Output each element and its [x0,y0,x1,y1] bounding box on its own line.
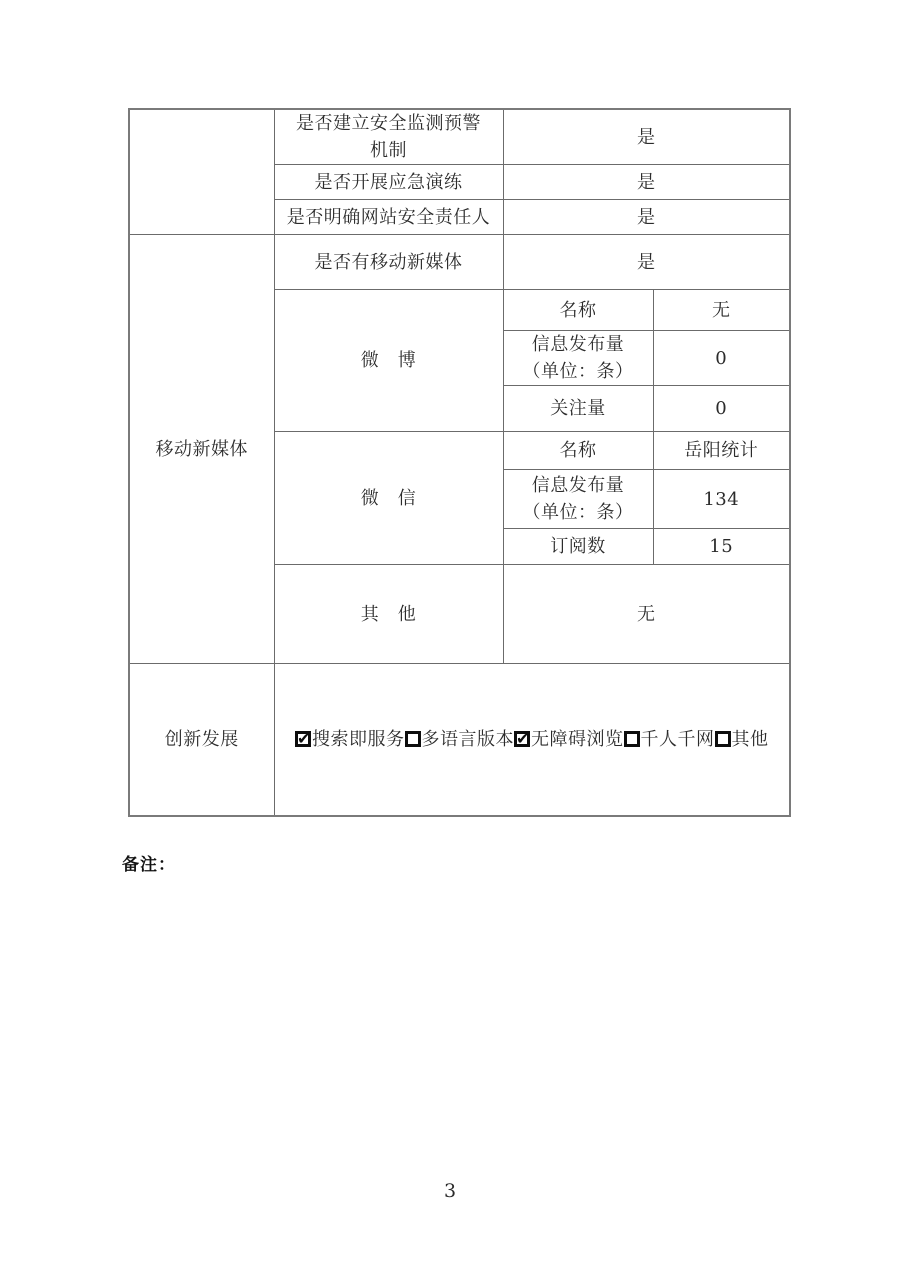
question-line-2: 机制 [370,140,407,161]
checkbox-other-icon [715,731,731,747]
cell-wechat-name-value: 岳阳统计 [653,432,790,470]
option-label: 无障碍浏览 [531,728,624,750]
cell-weibo-label: 微 博 [274,290,503,432]
cell-emergency-drill-value: 是 [503,165,790,200]
cell-security-monitoring-value: 是 [503,109,790,165]
option-label: 其他 [731,728,769,750]
option-personalized-web [624,726,715,753]
cell-has-new-media-question: 是否有移动新媒体 [274,235,503,290]
cell-wechat-subscribers-label: 订阅数 [503,529,653,565]
cell-has-new-media-value: 是 [503,235,790,290]
cell-wechat-subscribers-value: 15 [653,529,790,565]
option-label: 搜索即服务 [312,728,405,750]
cell-security-responsible-value: 是 [503,200,790,235]
checkbox-multilingual-icon [405,731,421,747]
option-accessibility [514,726,624,753]
cell-wechat-posts-value: 134 [653,470,790,529]
innovation-checkbox-line [275,726,790,753]
label-line-1: 信息发布量 [531,475,625,496]
table-row [129,664,790,816]
checkbox-personalized-web-icon [624,731,640,747]
label-line-1: 信息发布量 [531,334,625,355]
cell-weibo-followers-value: 0 [653,386,790,432]
cell-weibo-name-label: 名称 [503,290,653,331]
question-line-1: 是否建立安全监测预警 [296,113,481,134]
cell-section-header-empty [129,109,274,235]
label-line-2: （单位：条） [522,502,634,523]
cell-wechat-label: 微 信 [274,432,503,565]
table-row [129,235,790,290]
notes-label: 备注： [122,855,176,875]
cell-weibo-posts-label [503,331,653,386]
table-row [129,109,790,165]
label-line-2: （单位：条） [522,361,634,382]
cell-emergency-drill-question: 是否开展应急演练 [274,165,503,200]
cell-innovation-header: 创新发展 [129,664,274,816]
cell-innovation-options [274,664,790,816]
cell-weibo-name-value: 无 [653,290,790,331]
cell-security-monitoring-question [274,109,503,165]
page-number: 3 [443,1180,457,1202]
cell-weibo-posts-value: 0 [653,331,790,386]
cell-mobile-media-header: 移动新媒体 [129,235,274,664]
option-label: 千人千网 [640,728,715,750]
option-search-as-service [295,726,405,753]
cell-security-responsible-question: 是否明确网站安全责任人 [274,200,503,235]
cell-weibo-followers-label: 关注量 [503,386,653,432]
option-other [715,726,769,753]
cell-other-media-value: 无 [503,565,790,664]
cell-wechat-name-label: 名称 [503,432,653,470]
cell-other-media-label: 其 他 [274,565,503,664]
annual-report-table [128,108,791,817]
checkbox-accessibility-icon [514,731,530,747]
option-multilingual [405,726,515,753]
cell-wechat-posts-label [503,470,653,529]
checkbox-search-as-service-icon [295,731,311,747]
option-label: 多语言版本 [421,728,514,750]
